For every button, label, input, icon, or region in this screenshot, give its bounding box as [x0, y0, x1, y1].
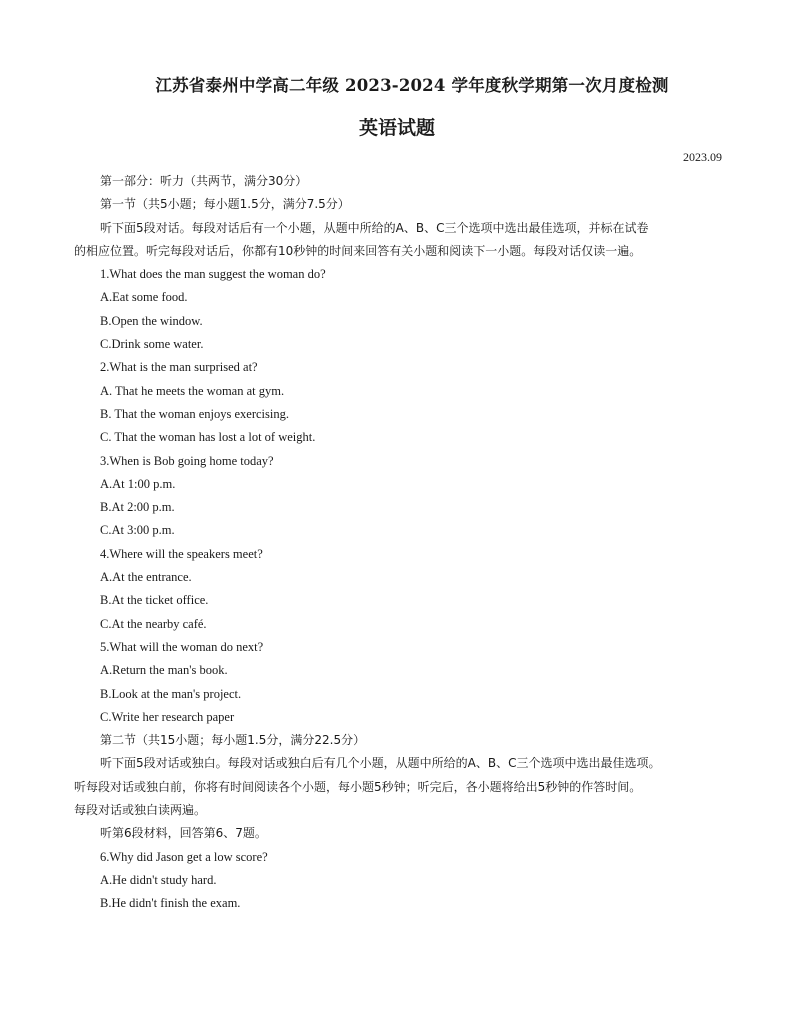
option-text: B.Open the window.: [100, 313, 203, 328]
option-text: C.At 3:00 p.m.: [100, 523, 175, 538]
section-heading: 第一节（共5小题；每小题1.5分，满分7.5分）: [100, 197, 350, 212]
option-text: A. That he meets the woman at gym.: [100, 383, 285, 398]
option-text: B.At the ticket office.: [100, 593, 209, 608]
question-text: 3.When is Bob going home today?: [100, 453, 274, 468]
question-text: 1.What does the man suggest the woman do?: [100, 267, 326, 282]
question-text: 4.Where will the speakers meet?: [100, 546, 263, 561]
option-text: B. That the woman enjoys exercising.: [100, 406, 289, 421]
section-heading: 第二节（共15小题；每小题1.5分，满分22.5分）: [100, 733, 366, 748]
exam-date: 2023.09: [683, 150, 722, 164]
option-text: A.At the entrance.: [100, 570, 192, 585]
option-text: A.Return the man's book.: [100, 663, 228, 678]
part-heading: 第一部分：听力（共两节，满分30分）: [100, 174, 308, 188]
exam-title: 江苏省泰州中学高二年级 2023-2024 学年度秋学期第一次月度检测: [155, 76, 669, 95]
question-text: 2.What is the man surprised at?: [100, 360, 258, 375]
option-text: C.Drink some water.: [100, 337, 204, 352]
instruction-text: 的相应位置。听完每段对话后，你都有10秒钟的时间来回答有关小题和阅读下一小题。每段对话仅读一遍。: [74, 243, 642, 258]
question-text: 6.Why did Jason get a low score?: [100, 849, 268, 864]
option-text: B.Look at the man's project.: [100, 686, 242, 701]
instruction-text: 听下面5段对话或独白。每段对话或独白后有几个小题，从题中所给的A、B、C三个选项中选出最佳选项。: [100, 756, 661, 771]
instruction-text: 每段对话或独白读两遍。: [74, 803, 207, 818]
exam-content: [74, 170, 724, 916]
exam-subtitle: 英语试题: [358, 117, 435, 139]
material-note: 听第6段材料，回答第6、7题。: [100, 826, 267, 841]
option-text: C.Write her research paper: [100, 709, 235, 724]
instruction-text: 听下面5段对话。每段对话后有一个小题，从题中所给的A、B、C三个选项中选出最佳选项，并标在试卷: [100, 220, 649, 235]
option-text: C. That the woman has lost a lot of weight.: [100, 430, 316, 445]
option-text: A.At 1:00 p.m.: [100, 476, 176, 491]
option-text: A.He didn't study hard.: [100, 872, 217, 887]
instruction-text: 听每段对话或独白前，你将有时间阅读各个小题，每小题5秒钟；听完后，各小题将给出5秒钟的作答时间。: [74, 779, 642, 794]
option-text: C.At the nearby café.: [100, 616, 207, 631]
question-text: 5.What will the woman do next?: [100, 639, 264, 654]
option-text: A.Eat some food.: [100, 290, 188, 305]
option-text: B.He didn't finish the exam.: [100, 896, 241, 911]
option-text: B.At 2:00 p.m.: [100, 500, 175, 515]
